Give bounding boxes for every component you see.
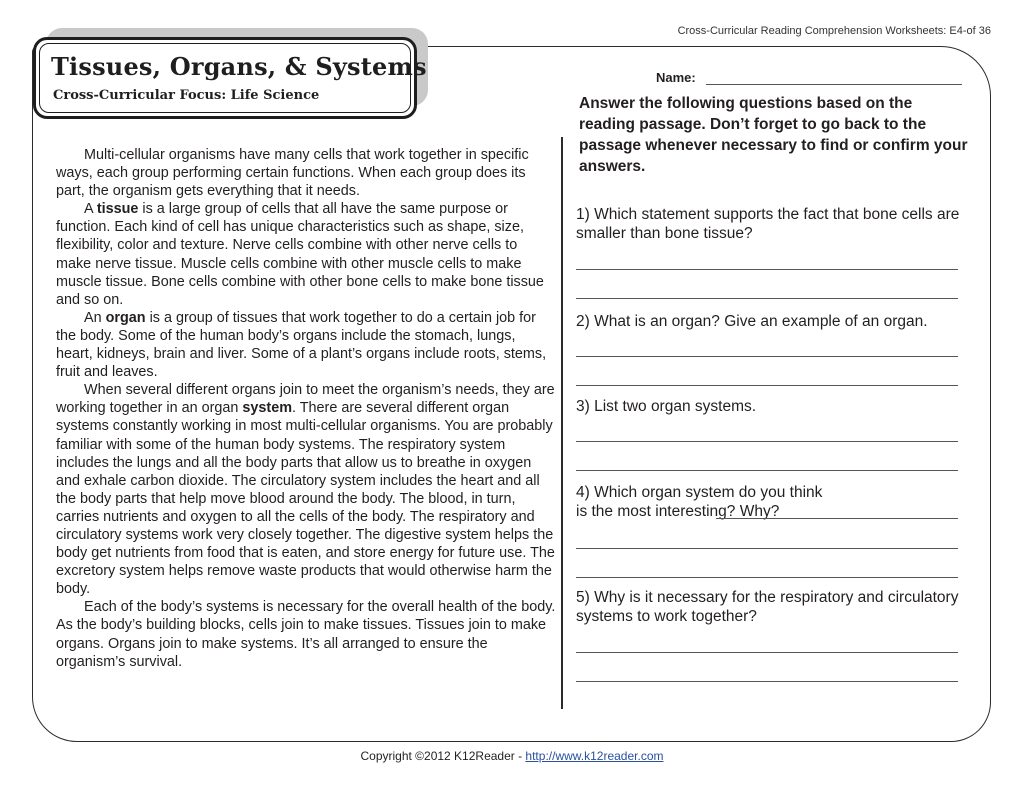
question-5: 5) Why is it necessary for the respiratory and circulatory systems to work together? [576,589,959,625]
passage-paragraph [56,381,556,598]
name-label: Name: [656,70,696,85]
worksheet-subtitle: Cross-Curricular Focus: Life Science [53,88,320,103]
paragraph-text: A [84,201,97,218]
footer [0,749,1024,763]
key-term-tissue: tissue [96,201,139,218]
answer-line-5a[interactable] [576,652,958,653]
paragraph-text: is a large group of cells that all have the same purpose or function. Each kind of cell has unique characteristics such as shape, size, flexibility, color and texture. Nerve cells combine with other nerve cells to make nerve tissue. Muscle cells combine with other muscle cells to make muscle tissue. Bone cells combine with other bone cells to make bone tissue and so on. [56,201,544,308]
passage-paragraph [56,309,556,381]
answer-line-1a[interactable] [576,269,958,270]
answer-line-4-inline[interactable] [716,518,958,519]
answer-line-2a[interactable] [576,356,958,357]
paragraph-text: An [84,309,106,326]
copyright-text: Copyright ©2012 K12Reader - [360,749,526,763]
question-2: 2) What is an organ? Give an example of an organ. [576,313,928,330]
answer-line-1b[interactable] [576,298,958,299]
k12reader-link[interactable]: http://www.k12reader.com [525,749,664,763]
reading-passage [56,146,556,671]
question-4: 4) Which organ system do you think is the most interesting? Why? [576,484,823,520]
passage-paragraph [56,146,556,200]
answer-line-3a[interactable] [576,441,958,442]
name-input-line[interactable] [706,72,962,85]
title-box [33,37,427,119]
column-divider [561,137,563,709]
question-1: 1) Which statement supports the fact that bone cells are smaller than bone tissue? [576,206,960,242]
instructions: Answer the following questions based on the reading passage. Don’t forget to go back to the passage whenever necessary to find or confirm your answers. [579,95,968,175]
answer-line-4a[interactable] [576,548,958,549]
paragraph-text: Each of the body’s systems is necessary for the overall health of the body. As the body’s building blocks, cells join to make tissues. Tissues join to make organs. Organs join to make systems. It’s all arranged to ensure the organism’s survival. [56,599,556,670]
key-term-system: system [242,400,293,417]
paragraph-text: is a group of tissues that work together to do a certain job for the body. Some of the human body’s organs include the stomach, lungs, heart, kidneys, brain and liver. Some of a plant’s organs include roots, stems, fruit and leaves. [56,309,547,381]
paragraph-text: Multi-cellular organisms have many cells that work together in specific ways, each group performing certain functions. When each group does its part, the organism gets everything that it needs. [56,147,529,200]
answer-line-3b[interactable] [576,470,958,471]
passage-paragraph [56,200,556,309]
passage-paragraph [56,598,556,670]
paragraph-text: . There are several different organ systems constantly working in most multi-cellular organisms. You are probably familiar with some of the human body systems. The respiratory system includes the lungs and all the body parts that allow us to breathe in oxygen and exhale carbon dioxide. The circulatory system includes the heart and all the body parts that help move blood around the body. The blood, in turn, carries nutrients and oxygen to all the cells of the body. The respiratory and circulatory systems work very closely together. The digestive system helps the body get nutrients from food that is eaten, and store energy for future use. The excretory system helps remove waste products that would otherwise harm the body. [56,400,555,598]
paragraph-text: When several different organs join to meet the organism’s needs, they are working together in an organ [56,382,555,417]
answer-line-4b[interactable] [576,577,958,578]
answer-line-2b[interactable] [576,385,958,386]
series-label: Cross-Curricular Reading Comprehension Worksheets: E4-of 36 [677,25,991,37]
name-field [656,70,962,85]
worksheet-title: Tissues, Organs, & Systems [51,52,427,81]
key-term-organ: organ [105,309,146,326]
question-3: 3) List two organ systems. [576,398,757,415]
answer-line-5b[interactable] [576,681,958,682]
